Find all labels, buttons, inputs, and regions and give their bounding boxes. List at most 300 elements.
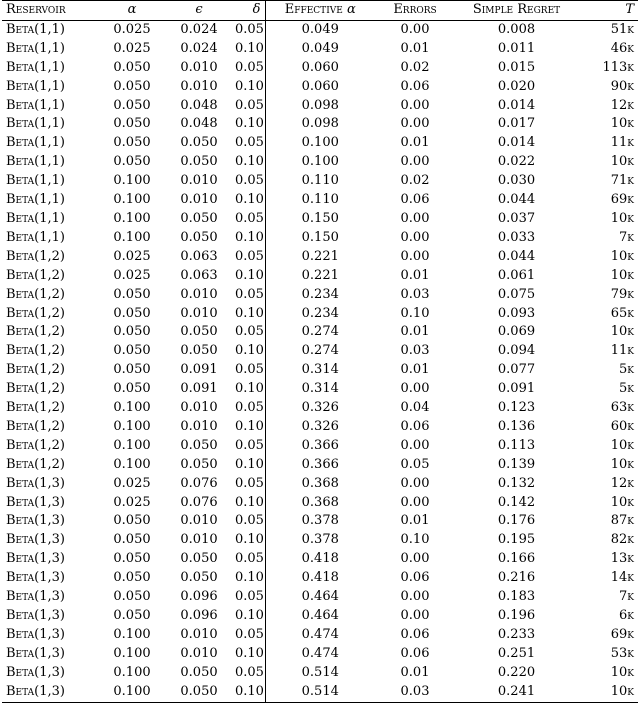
cell-t: 10k: [610, 154, 634, 170]
table-row: [2, 305, 638, 324]
cell-errors: 0.04: [400, 400, 430, 416]
cell-effective-alpha: 0.110: [301, 192, 339, 208]
cell-reservoir: Beta(1,2): [6, 437, 65, 453]
cell-epsilon: 0.010: [180, 286, 218, 302]
cell-alpha: 0.025: [113, 475, 151, 491]
cell-epsilon: 0.048: [180, 116, 218, 132]
cell-t: 60k: [610, 418, 634, 434]
cell-alpha: 0.025: [113, 248, 151, 264]
cell-simple-regret: 0.196: [497, 608, 536, 623]
cell-alpha: 0.025: [113, 494, 151, 510]
cell-delta: 0.10: [231, 229, 265, 248]
cell-t: 79k: [610, 286, 634, 302]
cell-simple-regret: 0.241: [497, 683, 536, 699]
cell-reservoir: Beta(1,3): [6, 570, 65, 586]
cell-t: 113k: [602, 59, 634, 75]
cell-t: 10k: [610, 267, 634, 283]
cell-simple-regret: 0.166: [497, 551, 536, 567]
cell-t: 51k: [610, 21, 634, 37]
cell-reservoir: Beta(1,1): [6, 40, 65, 56]
table-row: [2, 97, 638, 116]
table-row: [2, 40, 638, 59]
table-row: [2, 456, 638, 475]
cell-simple-regret: 0.037: [497, 210, 536, 226]
cell-delta: 0.10: [231, 78, 265, 97]
cell-simple-regret: 0.216: [497, 570, 536, 586]
cell-simple-regret: 0.195: [497, 532, 536, 548]
cell-epsilon: 0.050: [180, 343, 218, 359]
cell-reservoir: Beta(1,2): [6, 456, 65, 472]
header-effective-alpha-text: Effective: [284, 2, 343, 17]
table-header: [2, 1, 638, 21]
cell-reservoir: Beta(1,1): [6, 154, 65, 170]
cell-t: 82k: [610, 532, 634, 548]
cell-t: 87k: [610, 513, 634, 529]
cell-epsilon: 0.063: [180, 267, 218, 283]
cell-errors: 0.00: [400, 97, 430, 113]
table-row: [2, 399, 638, 418]
table-row: [2, 437, 638, 456]
cell-errors: 0.01: [400, 135, 430, 151]
cell-reservoir: Beta(1,2): [6, 286, 65, 302]
cell-delta: 0.10: [231, 153, 265, 172]
cell-alpha: 0.100: [113, 418, 151, 434]
cell-epsilon: 0.024: [180, 40, 218, 56]
cell-errors: 0.10: [400, 305, 430, 321]
cell-delta: 0.05: [231, 286, 265, 305]
cell-t: 71k: [610, 173, 634, 189]
cell-effective-alpha: 0.049: [301, 40, 339, 56]
cell-alpha: 0.100: [113, 400, 151, 416]
cell-alpha: 0.050: [113, 608, 151, 623]
cell-epsilon: 0.010: [180, 78, 218, 94]
cell-simple-regret: 0.044: [497, 248, 536, 264]
cell-simple-regret: 0.093: [497, 305, 536, 321]
cell-delta: 0.10: [231, 531, 265, 550]
cell-effective-alpha: 0.378: [301, 513, 339, 529]
cell-t: 11k: [610, 343, 634, 359]
cell-effective-alpha: 0.378: [301, 532, 339, 548]
cell-effective-alpha: 0.049: [301, 21, 339, 37]
cell-simple-regret: 0.123: [497, 400, 536, 416]
cell-epsilon: 0.010: [180, 645, 218, 661]
cell-epsilon: 0.050: [180, 135, 218, 151]
cell-reservoir: Beta(1,1): [6, 229, 65, 245]
cell-errors: 0.01: [400, 664, 430, 680]
cell-delta: 0.10: [231, 683, 265, 702]
cell-epsilon: 0.024: [180, 21, 218, 37]
cell-t: 10k: [610, 116, 634, 132]
cell-simple-regret: 0.075: [497, 286, 536, 302]
cell-alpha: 0.100: [113, 664, 151, 680]
cell-t: 11k: [610, 135, 634, 151]
table-row: [2, 210, 638, 229]
cell-reservoir: Beta(1,2): [6, 305, 65, 321]
cell-delta: 0.05: [231, 134, 265, 153]
cell-errors: 0.00: [400, 21, 430, 37]
cell-t: 13k: [610, 551, 634, 567]
cell-delta: 0.05: [231, 588, 265, 607]
header-delta: [231, 1, 265, 21]
cell-errors: 0.06: [400, 645, 430, 661]
cell-simple-regret: 0.014: [497, 135, 536, 151]
cell-t: 46k: [610, 40, 634, 56]
cell-alpha: 0.100: [113, 210, 151, 226]
cell-simple-regret: 0.139: [497, 456, 536, 472]
cell-errors: 0.02: [400, 173, 430, 189]
cell-delta: 0.05: [231, 210, 265, 229]
cell-delta: 0.05: [231, 437, 265, 456]
table-row: [2, 323, 638, 342]
cell-epsilon: 0.010: [180, 532, 218, 548]
cell-epsilon: 0.010: [180, 418, 218, 434]
cell-reservoir: Beta(1,2): [6, 362, 65, 378]
cell-simple-regret: 0.176: [497, 513, 536, 529]
cell-effective-alpha: 0.234: [301, 305, 339, 321]
cell-t: 10k: [610, 664, 634, 680]
cell-delta: 0.10: [231, 305, 265, 324]
cell-simple-regret: 0.113: [497, 437, 536, 453]
cell-alpha: 0.050: [113, 286, 151, 302]
cell-errors: 0.00: [400, 551, 430, 567]
cell-delta: 0.10: [231, 569, 265, 588]
cell-delta: 0.10: [231, 115, 265, 134]
cell-alpha: 0.050: [113, 154, 151, 170]
cell-simple-regret: 0.183: [497, 589, 536, 605]
cell-effective-alpha: 0.464: [301, 589, 339, 605]
cell-epsilon: 0.076: [180, 475, 218, 491]
table-row: [2, 361, 638, 380]
cell-t: 10k: [610, 210, 634, 226]
cell-delta: 0.05: [231, 626, 265, 645]
cell-delta: 0.10: [231, 191, 265, 210]
cell-t: 10k: [610, 494, 634, 510]
cell-t: 10k: [610, 324, 634, 340]
header-reservoir: Reservoir: [6, 2, 66, 17]
cell-effective-alpha: 0.150: [301, 229, 339, 245]
table-row: [2, 531, 638, 550]
header-effective-alpha-symbol: α: [346, 2, 356, 17]
cell-alpha: 0.100: [113, 683, 151, 699]
table-row: [2, 342, 638, 361]
cell-simple-regret: 0.008: [497, 21, 536, 37]
header-delta-symbol: δ: [252, 2, 261, 17]
cell-effective-alpha: 0.100: [301, 135, 339, 151]
cell-epsilon: 0.096: [180, 608, 218, 623]
cell-reservoir: Beta(1,2): [6, 400, 65, 416]
cell-alpha: 0.100: [113, 456, 151, 472]
cell-t: 65k: [610, 305, 634, 321]
cell-delta: 0.05: [231, 512, 265, 531]
cell-alpha: 0.050: [113, 97, 151, 113]
cell-effective-alpha: 0.060: [301, 59, 339, 75]
cell-epsilon: 0.076: [180, 494, 218, 510]
cell-epsilon: 0.050: [180, 456, 218, 472]
cell-effective-alpha: 0.234: [301, 286, 339, 302]
cell-reservoir: Beta(1,1): [6, 173, 65, 189]
cell-epsilon: 0.010: [180, 59, 218, 75]
header-t: [578, 1, 638, 21]
header-errors: Errors: [393, 2, 437, 17]
cell-reservoir: Beta(1,2): [6, 248, 65, 264]
cell-reservoir: Beta(1,3): [6, 608, 65, 623]
cell-alpha: 0.025: [113, 40, 151, 56]
cell-epsilon: 0.096: [180, 589, 218, 605]
header-effective-alpha: [265, 1, 375, 21]
cell-epsilon: 0.010: [180, 400, 218, 416]
cell-delta: 0.05: [231, 172, 265, 191]
table-row: [2, 286, 638, 305]
cell-errors: 0.06: [400, 418, 430, 434]
cell-t: 63k: [610, 400, 634, 416]
cell-reservoir: Beta(1,2): [6, 324, 65, 340]
cell-reservoir: Beta(1,1): [6, 210, 65, 226]
header-alpha: [97, 1, 167, 21]
cell-t: 12k: [610, 475, 634, 491]
cell-delta: 0.05: [231, 361, 265, 380]
cell-alpha: 0.100: [113, 437, 151, 453]
cell-epsilon: 0.010: [180, 626, 218, 642]
cell-effective-alpha: 0.221: [301, 248, 339, 264]
cell-alpha: 0.025: [113, 21, 151, 37]
table-row: [2, 191, 638, 210]
cell-alpha: 0.100: [113, 645, 151, 661]
cell-simple-regret: 0.077: [497, 362, 536, 378]
cell-simple-regret: 0.022: [497, 154, 536, 170]
table-row: [2, 475, 638, 494]
cell-epsilon: 0.091: [180, 381, 218, 397]
cell-simple-regret: 0.091: [497, 381, 536, 397]
cell-reservoir: Beta(1,3): [6, 626, 65, 642]
cell-errors: 0.00: [400, 248, 430, 264]
cell-simple-regret: 0.044: [497, 192, 536, 208]
cell-errors: 0.02: [400, 59, 430, 75]
cell-delta: 0.05: [231, 59, 265, 78]
cell-epsilon: 0.048: [180, 97, 218, 113]
table-row: [2, 248, 638, 267]
cell-delta: 0.10: [231, 267, 265, 286]
table-row: [2, 267, 638, 286]
cell-effective-alpha: 0.474: [301, 645, 339, 661]
cell-errors: 0.01: [400, 40, 430, 56]
cell-delta: 0.10: [231, 494, 265, 513]
cell-errors: 0.00: [400, 116, 430, 132]
cell-reservoir: Beta(1,3): [6, 645, 65, 661]
table-body: [2, 20, 638, 702]
cell-reservoir: Beta(1,1): [6, 78, 65, 94]
header-row: [2, 1, 638, 21]
cell-reservoir: Beta(1,3): [6, 513, 65, 529]
cell-effective-alpha: 0.464: [301, 608, 339, 623]
cell-t: 69k: [610, 192, 634, 208]
cell-reservoir: Beta(1,3): [6, 532, 65, 548]
cell-effective-alpha: 0.326: [301, 400, 339, 416]
table-row: [2, 550, 638, 569]
cell-simple-regret: 0.033: [497, 229, 536, 245]
cell-simple-regret: 0.136: [497, 418, 536, 434]
cell-reservoir: Beta(1,3): [6, 683, 65, 699]
cell-alpha: 0.050: [113, 59, 151, 75]
cell-errors: 0.10: [400, 532, 430, 548]
cell-reservoir: Beta(1,1): [6, 21, 65, 37]
cell-errors: 0.05: [400, 456, 430, 472]
cell-delta: 0.05: [231, 323, 265, 342]
cell-epsilon: 0.050: [180, 229, 218, 245]
table-row: [2, 380, 638, 399]
table-row: [2, 569, 638, 588]
cell-alpha: 0.100: [113, 626, 151, 642]
cell-simple-regret: 0.069: [497, 324, 536, 340]
cell-delta: 0.10: [231, 342, 265, 361]
cell-alpha: 0.050: [113, 305, 151, 321]
cell-delta: 0.10: [231, 418, 265, 437]
cell-simple-regret: 0.094: [497, 343, 536, 359]
cell-simple-regret: 0.251: [497, 645, 536, 661]
table-row: [2, 153, 638, 172]
cell-errors: 0.01: [400, 513, 430, 529]
cell-effective-alpha: 0.098: [301, 97, 339, 113]
cell-alpha: 0.050: [113, 532, 151, 548]
cell-errors: 0.03: [400, 683, 430, 699]
cell-effective-alpha: 0.060: [301, 78, 339, 94]
cell-reservoir: Beta(1,1): [6, 192, 65, 208]
cell-errors: 0.01: [400, 324, 430, 340]
cell-simple-regret: 0.142: [497, 494, 536, 510]
cell-simple-regret: 0.132: [497, 475, 536, 491]
cell-alpha: 0.100: [113, 192, 151, 208]
cell-alpha: 0.025: [113, 267, 151, 283]
cell-effective-alpha: 0.150: [301, 210, 339, 226]
cell-delta: 0.10: [231, 607, 265, 626]
header-simple-regret: Simple Regret: [472, 2, 561, 17]
cell-epsilon: 0.050: [180, 210, 218, 226]
cell-errors: 0.03: [400, 286, 430, 302]
cell-errors: 0.00: [400, 154, 430, 170]
header-epsilon: [167, 1, 231, 21]
cell-delta: 0.10: [231, 645, 265, 664]
table-row: [2, 229, 638, 248]
cell-reservoir: Beta(1,1): [6, 59, 65, 75]
cell-reservoir: Beta(1,2): [6, 418, 65, 434]
table-row: [2, 494, 638, 513]
table-row: [2, 626, 638, 645]
cell-effective-alpha: 0.514: [301, 664, 339, 680]
cell-effective-alpha: 0.110: [301, 173, 339, 189]
cell-alpha: 0.050: [113, 589, 151, 605]
header-epsilon-symbol: ϵ: [195, 2, 203, 17]
cell-t: 10k: [610, 248, 634, 264]
table-row: [2, 134, 638, 153]
cell-delta: 0.05: [231, 97, 265, 116]
cell-reservoir: Beta(1,1): [6, 135, 65, 151]
cell-effective-alpha: 0.221: [301, 267, 339, 283]
cell-errors: 0.00: [400, 475, 430, 491]
cell-alpha: 0.050: [113, 381, 151, 397]
table-row: [2, 115, 638, 134]
cell-effective-alpha: 0.274: [301, 324, 339, 340]
table-row: [2, 78, 638, 97]
cell-delta: 0.05: [231, 20, 265, 39]
cell-delta: 0.10: [231, 380, 265, 399]
cell-epsilon: 0.050: [180, 664, 218, 680]
cell-reservoir: Beta(1,2): [6, 343, 65, 359]
cell-effective-alpha: 0.366: [301, 456, 339, 472]
cell-t: 10k: [610, 683, 634, 699]
table-row: [2, 588, 638, 607]
cell-effective-alpha: 0.474: [301, 626, 339, 642]
cell-errors: 0.00: [400, 494, 430, 510]
cell-errors: 0.06: [400, 626, 430, 642]
cell-alpha: 0.050: [113, 551, 151, 567]
cell-effective-alpha: 0.098: [301, 116, 339, 132]
table-row: [2, 59, 638, 78]
cell-reservoir: Beta(1,1): [6, 116, 65, 132]
cell-effective-alpha: 0.366: [301, 437, 339, 453]
cell-errors: 0.03: [400, 343, 430, 359]
cell-alpha: 0.050: [113, 513, 151, 529]
cell-reservoir: Beta(1,3): [6, 551, 65, 567]
cell-simple-regret: 0.015: [497, 59, 536, 75]
table-row: [2, 645, 638, 664]
cell-t: 53k: [610, 645, 634, 661]
cell-simple-regret: 0.220: [497, 664, 536, 680]
cell-epsilon: 0.050: [180, 324, 218, 340]
table-row: [2, 418, 638, 437]
cell-errors: 0.06: [400, 192, 430, 208]
cell-epsilon: 0.050: [180, 570, 218, 586]
cell-epsilon: 0.091: [180, 362, 218, 378]
cell-delta: 0.05: [231, 475, 265, 494]
cell-simple-regret: 0.233: [497, 626, 536, 642]
cell-reservoir: Beta(1,3): [6, 494, 65, 510]
cell-alpha: 0.050: [113, 362, 151, 378]
cell-effective-alpha: 0.368: [301, 475, 339, 491]
cell-epsilon: 0.010: [180, 513, 218, 529]
cell-alpha: 0.050: [113, 135, 151, 151]
cell-reservoir: Beta(1,1): [6, 97, 65, 113]
header-t-symbol: T: [625, 2, 634, 17]
cell-alpha: 0.050: [113, 343, 151, 359]
cell-effective-alpha: 0.418: [301, 570, 339, 586]
cell-t: 5k: [619, 381, 634, 397]
table-row: [2, 512, 638, 531]
cell-epsilon: 0.050: [180, 154, 218, 170]
cell-t: 10k: [610, 437, 634, 453]
cell-effective-alpha: 0.326: [301, 418, 339, 434]
cell-reservoir: Beta(1,3): [6, 475, 65, 491]
cell-t: 7k: [619, 589, 634, 605]
cell-reservoir: Beta(1,3): [6, 664, 65, 680]
table-row: [2, 607, 638, 626]
cell-errors: 0.00: [400, 210, 430, 226]
cell-effective-alpha: 0.418: [301, 551, 339, 567]
cell-t: 69k: [610, 626, 634, 642]
cell-t: 7k: [619, 229, 634, 245]
cell-epsilon: 0.010: [180, 305, 218, 321]
cell-alpha: 0.050: [113, 570, 151, 586]
cell-alpha: 0.050: [113, 78, 151, 94]
cell-errors: 0.06: [400, 78, 430, 94]
cell-t: 5k: [619, 362, 634, 378]
cell-errors: 0.01: [400, 362, 430, 378]
cell-alpha: 0.100: [113, 173, 151, 189]
cell-effective-alpha: 0.274: [301, 343, 339, 359]
cell-errors: 0.06: [400, 570, 430, 586]
cell-delta: 0.05: [231, 399, 265, 418]
cell-delta: 0.05: [231, 664, 265, 683]
table-row: [2, 172, 638, 191]
cell-effective-alpha: 0.314: [301, 362, 339, 378]
